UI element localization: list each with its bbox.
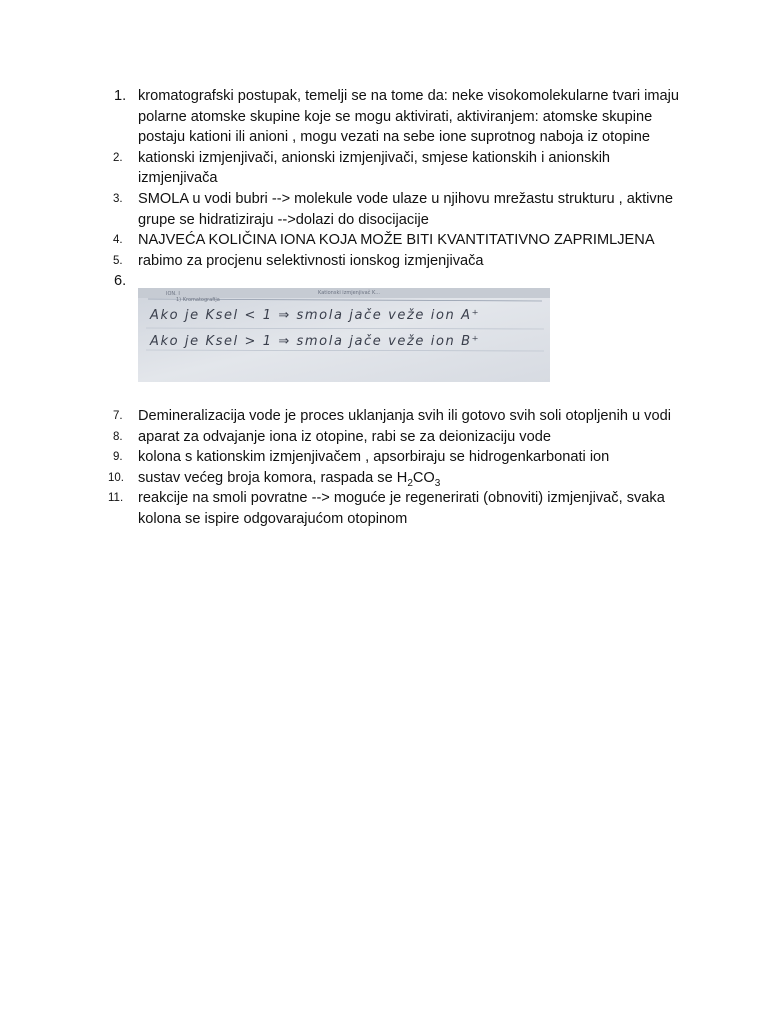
handwritten-line-1: Ako je Ksel < 1 ⇒ smola jače veže ion A⁺ xyxy=(150,307,481,323)
list-item xyxy=(108,447,688,468)
photo-corner-text-2: 1) Kromatografija xyxy=(176,296,220,303)
item-text-part: sustav većeg broja komora, raspada se H xyxy=(138,469,408,486)
list-item xyxy=(108,468,688,489)
list-item xyxy=(108,251,688,272)
item-text: kolona s kationskim izmjenjivačem , apsorbiraju se hidrogenkarbonati ion xyxy=(138,449,610,466)
numbered-answer-list xyxy=(108,86,688,530)
item-number: 11. xyxy=(108,492,124,505)
subscript-2: 2 xyxy=(407,477,413,489)
item-text: reakcije na smoli povratne --> moguće je regenerirati (obnoviti) izmjenjivač, svaka kolona se ispire odgovarajućom otopinom xyxy=(138,490,665,527)
item-text: kromatografski postupak, temelji se na tome da: neke visokomolekularne tvari imaju polarne atomske skupine koje se mogu aktivirati, aktiviranjem: atomske skupine postaju kationi ili anioni , mogu vezati na sebe ione suprotnog naboja iz otopine xyxy=(138,88,680,146)
list-item xyxy=(108,189,688,230)
item-number: 7. xyxy=(113,409,123,422)
list-item xyxy=(108,148,688,189)
list-item xyxy=(108,488,688,529)
item-number: 10. xyxy=(108,471,124,484)
item-text: rabimo za procjenu selektivnosti ionskog izmjenjivača xyxy=(138,252,484,269)
list-item xyxy=(108,86,688,148)
item-text: SMOLA u vodi bubri --> molekule vode ulaze u njihovu mrežastu strukturu , aktivne grupe se hidratiziraju -->dolazi do disocijacije xyxy=(138,190,673,228)
handwritten-photo-row xyxy=(108,288,688,406)
photo-corner-text-1: ΙΟΝ. Ι xyxy=(166,290,180,297)
item-text: Demineralizacija vode je proces uklanjanja svih ili gotovo svih soli otopljenih u vodi xyxy=(138,407,671,424)
item-text xyxy=(138,468,688,489)
handwritten-line-2: Ako je Ksel > 1 ⇒ smola jače veže ion B⁺ xyxy=(150,333,481,349)
item-number: 9. xyxy=(113,451,123,464)
photo-header-text: Kationski izmjenjivač K... xyxy=(318,289,381,296)
item-text: kationski izmjenjivači, anionski izmjenjivači, smjese kationskih i anionskih izmjenjivača xyxy=(138,149,611,187)
item-number: 3. xyxy=(113,192,123,205)
item-number: 5. xyxy=(113,254,123,267)
handwritten-notes-photo xyxy=(138,288,550,382)
list-item xyxy=(108,427,688,448)
item-text: aparat za odvajanje iona iz otopine, rabi se za deionizaciju vode xyxy=(138,428,551,445)
item-number: 2. xyxy=(113,151,123,164)
notes-photo-svg xyxy=(138,288,550,382)
item-number: 8. xyxy=(113,430,123,443)
item-number: 6. xyxy=(114,273,127,290)
item-number: 4. xyxy=(113,234,123,247)
subscript-3: 3 xyxy=(434,477,441,489)
item-number: 1. xyxy=(114,88,127,104)
item-text-part: CO xyxy=(412,469,435,486)
list-item xyxy=(108,406,688,427)
list-item xyxy=(108,230,688,251)
item-text: NAJVEĆA KOLIČINA IONA KOJA MOŽE BITI KVANTITATIVNO ZAPRIMLJENA xyxy=(138,232,655,249)
